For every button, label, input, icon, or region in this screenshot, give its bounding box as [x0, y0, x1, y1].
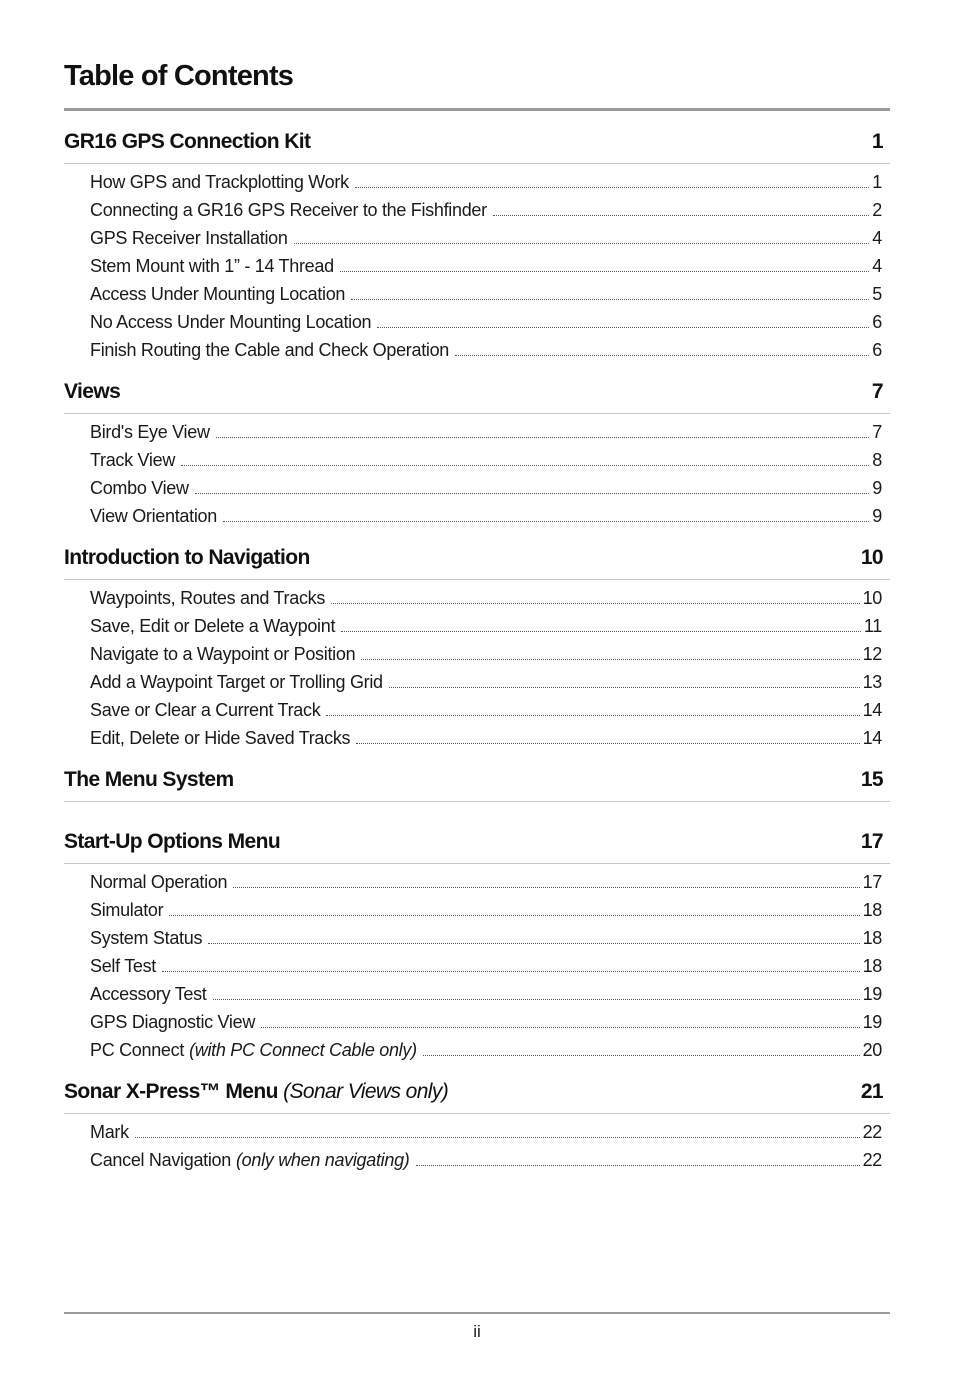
section-page-number: 15	[860, 768, 883, 791]
entry-page-number: 7	[872, 422, 882, 442]
section-title-group	[64, 130, 310, 154]
footer-divider	[64, 1312, 890, 1314]
toc-entry[interactable]	[64, 308, 890, 336]
entry-title: System Status	[90, 928, 203, 948]
toc-entry[interactable]	[64, 1036, 890, 1064]
entry-page-number: 18	[862, 956, 882, 976]
entry-title: Connecting a GR16 GPS Receiver to the Fishfinder	[90, 200, 487, 220]
toc-section	[64, 130, 890, 380]
section-title: Introduction to Navigation	[64, 546, 310, 569]
dot-leader	[493, 214, 869, 216]
entry-page-number: 5	[872, 284, 882, 304]
entry-list	[64, 1114, 890, 1190]
section-title-group	[64, 380, 120, 404]
section-heading[interactable]	[64, 768, 890, 802]
toc-section	[64, 1080, 890, 1190]
entry-page-number: 8	[872, 450, 882, 470]
entry-qualifier: (only when navigating)	[235, 1150, 410, 1170]
entry-page-number: 13	[862, 672, 882, 692]
toc-entry[interactable]	[64, 584, 890, 612]
section-title-group	[64, 546, 310, 570]
entry-title: Combo View	[90, 478, 189, 498]
entry-page-number: 6	[872, 340, 882, 360]
entry-list	[64, 414, 890, 546]
section-page-number: 7	[871, 380, 883, 403]
dot-leader	[331, 602, 860, 604]
toc-section	[64, 546, 890, 768]
toc-entry[interactable]	[64, 336, 890, 364]
section-title-group	[64, 768, 234, 792]
entry-page-number: 14	[862, 700, 882, 720]
entry-page-number: 22	[862, 1150, 882, 1170]
toc-entry[interactable]	[64, 1008, 890, 1036]
toc-entry[interactable]	[64, 668, 890, 696]
dot-leader	[135, 1136, 860, 1138]
entry-page-number: 10	[862, 588, 882, 608]
toc-section	[64, 380, 890, 546]
entry-title: Finish Routing the Cable and Check Operation	[90, 340, 450, 360]
toc-entry[interactable]	[64, 1146, 890, 1174]
dot-leader	[294, 242, 870, 244]
entry-page-number: 19	[862, 1012, 882, 1032]
entry-title: PC Connect	[90, 1040, 185, 1060]
entry-title: GPS Receiver Installation	[90, 228, 288, 248]
dot-leader	[356, 742, 859, 744]
entry-title: Save or Clear a Current Track	[90, 700, 321, 720]
dot-leader	[389, 686, 860, 688]
page-title: Table of Contents	[64, 60, 294, 92]
entry-page-number: 22	[862, 1122, 882, 1142]
dot-leader	[377, 326, 869, 328]
entry-page-number: 1	[872, 172, 882, 192]
toc-section	[64, 768, 890, 802]
dot-leader	[216, 436, 870, 438]
dot-leader	[340, 270, 869, 272]
section-title: Start-Up Options Menu	[64, 830, 281, 853]
toc-entry[interactable]	[64, 168, 890, 196]
entry-title: Bird's Eye View	[90, 422, 210, 442]
toc-entry[interactable]	[64, 924, 890, 952]
dot-leader	[223, 520, 869, 522]
section-title-qualifier: (Sonar Views only)	[283, 1080, 449, 1103]
entry-page-number: 6	[872, 312, 882, 332]
section-title: The Menu System	[64, 768, 234, 791]
section-page-number: 1	[871, 130, 883, 153]
entry-title: Track View	[90, 450, 176, 470]
dot-leader	[213, 998, 860, 1000]
toc-entry[interactable]	[64, 502, 890, 530]
toc-entry[interactable]	[64, 952, 890, 980]
entry-title: Simulator	[90, 900, 164, 920]
dot-leader	[361, 658, 859, 660]
toc-entry[interactable]	[64, 280, 890, 308]
entry-title: Add a Waypoint Target or Trolling Grid	[90, 672, 383, 692]
section-title: Sonar X-Press™ Menu	[64, 1080, 278, 1103]
page-number: ii	[473, 1322, 481, 1341]
dot-leader	[416, 1164, 860, 1166]
entry-page-number: 9	[872, 506, 882, 526]
toc-entry[interactable]	[64, 868, 890, 896]
toc-entry[interactable]	[64, 196, 890, 224]
title-divider	[64, 108, 890, 111]
entry-title: View Orientation	[90, 506, 217, 526]
entry-title: Save, Edit or Delete a Waypoint	[90, 616, 336, 636]
entry-page-number: 9	[872, 478, 882, 498]
dot-leader	[351, 298, 869, 300]
section-title-group	[64, 830, 280, 854]
dot-leader	[423, 1054, 860, 1056]
entry-title: GPS Diagnostic View	[90, 1012, 256, 1032]
section-heading[interactable]	[64, 546, 890, 580]
entry-page-number: 4	[872, 228, 882, 248]
entry-title: No Access Under Mounting Location	[90, 312, 372, 332]
toc-section	[64, 830, 890, 1080]
toc-entry[interactable]	[64, 896, 890, 924]
dot-leader	[195, 492, 870, 494]
entry-qualifier: (with PC Connect Cable only)	[189, 1040, 417, 1060]
dot-leader	[455, 354, 869, 356]
dot-leader	[208, 942, 859, 944]
entry-page-number: 2	[872, 200, 882, 220]
toc-entry[interactable]	[64, 612, 890, 640]
entry-page-number: 17	[862, 872, 882, 892]
entry-title: Self Test	[90, 956, 157, 976]
toc-entry[interactable]	[64, 640, 890, 668]
toc-entry[interactable]	[64, 980, 890, 1008]
section-title: Views	[64, 380, 121, 403]
section-heading[interactable]	[64, 830, 890, 864]
entry-list	[64, 580, 890, 768]
section-heading[interactable]	[64, 1080, 890, 1114]
entry-list	[64, 164, 890, 380]
entry-title: Access Under Mounting Location	[90, 284, 346, 304]
table-of-contents	[64, 130, 890, 1190]
section-heading[interactable]	[64, 380, 890, 414]
toc-entry[interactable]	[64, 696, 890, 724]
dot-leader	[355, 186, 870, 188]
section-title: GR16 GPS Connection Kit	[64, 130, 311, 153]
toc-entry[interactable]	[64, 252, 890, 280]
entry-page-number: 12	[862, 644, 882, 664]
entry-title: Accessory Test	[90, 984, 207, 1004]
toc-entry[interactable]	[64, 224, 890, 252]
dot-leader	[181, 464, 869, 466]
entry-title: Cancel Navigation	[90, 1150, 231, 1170]
toc-entry[interactable]	[64, 418, 890, 446]
toc-entry[interactable]	[64, 724, 890, 752]
entry-page-number: 18	[862, 900, 882, 920]
dot-leader	[326, 714, 859, 716]
section-heading[interactable]	[64, 130, 890, 164]
entry-page-number: 19	[862, 984, 882, 1004]
entry-title: Stem Mount with 1” - 14 Thread	[90, 256, 334, 276]
toc-entry[interactable]	[64, 446, 890, 474]
section-page-number: 10	[860, 546, 883, 569]
entry-page-number: 11	[863, 616, 882, 636]
toc-entry[interactable]	[64, 474, 890, 502]
entry-title: Waypoints, Routes and Tracks	[90, 588, 326, 608]
dot-leader	[341, 630, 861, 632]
dot-leader	[162, 970, 860, 972]
dot-leader	[233, 886, 859, 888]
toc-entry[interactable]	[64, 1118, 890, 1146]
entry-page-number: 18	[862, 928, 882, 948]
section-title-group	[64, 1080, 448, 1104]
entry-title: How GPS and Trackplotting Work	[90, 172, 349, 192]
entry-list	[64, 864, 890, 1080]
dot-leader	[169, 914, 859, 916]
entry-page-number: 14	[862, 728, 882, 748]
entry-title: Navigate to a Waypoint or Position	[90, 644, 356, 664]
entry-title: Edit, Delete or Hide Saved Tracks	[90, 728, 351, 748]
entry-page-number: 20	[862, 1040, 882, 1060]
entry-title: Mark	[90, 1122, 129, 1142]
dot-leader	[261, 1026, 860, 1028]
entry-title: Normal Operation	[90, 872, 228, 892]
entry-page-number: 4	[872, 256, 882, 276]
section-page-number: 21	[860, 1080, 883, 1103]
section-page-number: 17	[860, 830, 883, 853]
